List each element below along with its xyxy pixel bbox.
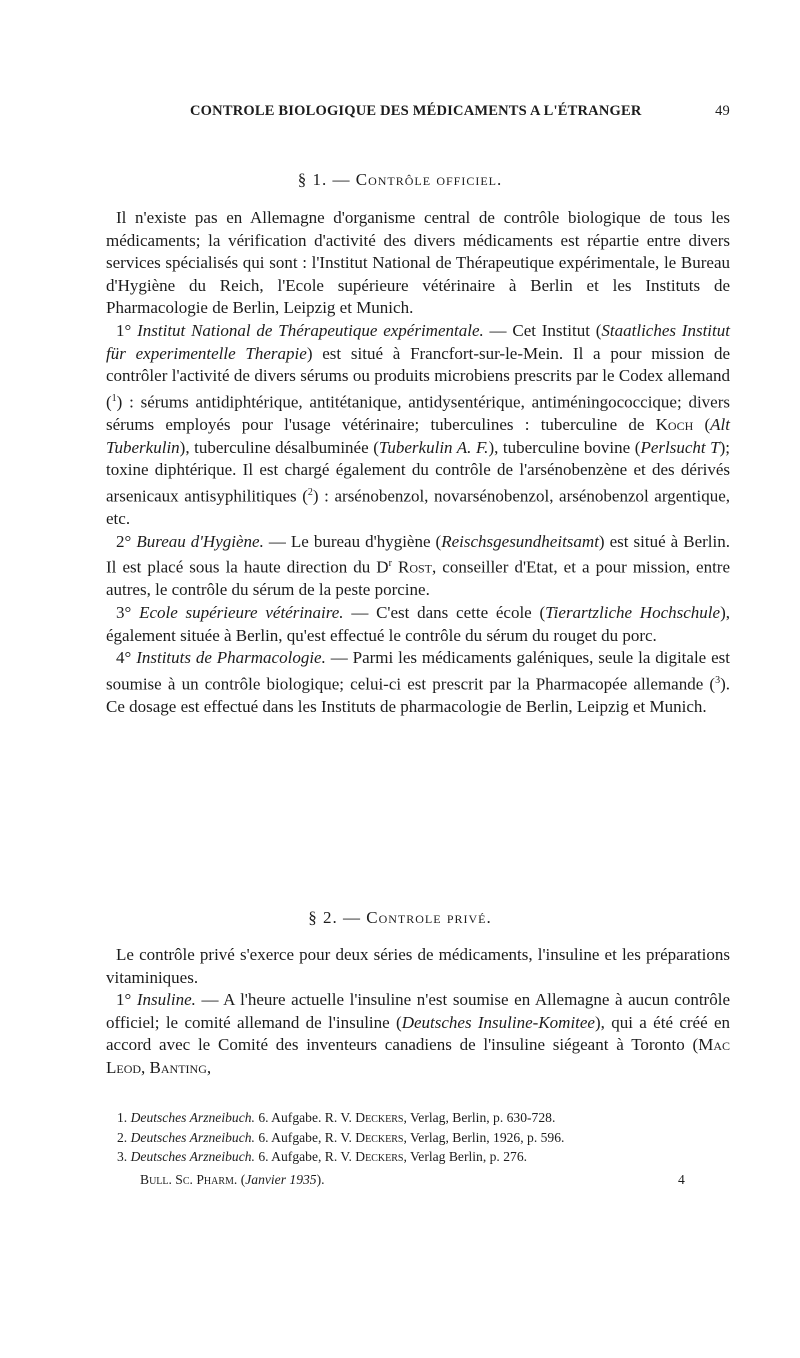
text-run: ), qui a été créé en accord avec le Comité des inventeurs canadiens de l'insuline siégeant à Toronto (: [106, 1012, 731, 1055]
section-2-title: Controle privé.: [366, 908, 492, 927]
journal-issue: Janvier 1935: [245, 1172, 317, 1187]
text-run: ), également située à Berlin, qu'est effectué le contrôle du sérum du rouget du porc.: [106, 603, 730, 645]
footnote-ref-1: 1: [111, 392, 117, 404]
publisher-name: Deckers: [355, 1129, 404, 1145]
item-number: 3°: [116, 603, 140, 623]
item-heading: Ecole supérieure vétérinaire.: [139, 603, 344, 623]
item-number: 1°: [116, 990, 137, 1010]
person-names: Mac Leod, Banting,: [106, 1035, 730, 1077]
item-heading: Institut National de Thérapeutique expérimentale.: [137, 320, 484, 340]
footnote-title: Deutsches Arzneibuch.: [130, 1149, 255, 1164]
text-run: ). Ce dosage est effectué dans les Instituts de pharmacologie de Berlin, Leipzig et Munich.: [106, 674, 730, 717]
text-run: — Parmi les médicaments galéniques, seule la digitale est soumise à un contrôle biologique; celui-ci est prescrit par la Pharmacopée allemande (: [106, 648, 730, 694]
author-name: Koch: [655, 415, 694, 434]
footnote-number: 2.: [117, 1129, 131, 1145]
footnote-2: [117, 1128, 737, 1148]
text-run: — Cet Institut (: [483, 320, 602, 340]
publisher-name: Deckers: [355, 1149, 404, 1164]
german-name: Perlsucht T: [640, 437, 720, 457]
text-run: ), tuberculine désalbuminée (: [179, 437, 379, 457]
item-heading: Instituts de Pharmacologie.: [136, 648, 326, 668]
text-run: , Verlag, Berlin, 1926, p. 596.: [403, 1129, 565, 1145]
footnote-ref-3: 3: [715, 674, 721, 686]
text-run: — Le bureau d'hygiène (: [263, 531, 442, 551]
text-run: — A l'heure actuelle l'insuline n'est soumise en Allemagne à aucun contrôle officiel; le comité allemand de l'insuline (: [106, 990, 730, 1032]
paragraph-intro: Il n'existe pas en Allemagne d'organisme central de contrôle biologique de tous les médicaments; la vérification d'activité des divers médicaments est répartie entre divers services spécialisés qui sont : l'Institut National de Thérapeutique expérimentale, le Bureau d'Hygiène du Reich, l'Ecole supérieure vétérinaire à Berlin et les Instituts de Pharmacologie de Berlin, Leipzig et Munich.: [106, 208, 730, 318]
text-run: , Verlag, Berlin, p. 630-728.: [403, 1110, 556, 1125]
running-title: CONTROLE BIOLOGIQUE DES MÉDICAMENTS A L'ÉTRANGER: [190, 103, 642, 119]
paragraph-bureau-hygiene: [106, 531, 730, 602]
paragraph-institut-therapeutique: [106, 320, 730, 531]
german-name: Tierartzliche Hochschule: [545, 603, 721, 623]
text-run: , Verlag Berlin, p. 276.: [403, 1149, 528, 1164]
text-run: ), tuberculine bovine (: [488, 437, 641, 457]
text-run: ) : arsénobenzol, novarsénobenzol, arsénobenzol argentique, etc.: [106, 486, 730, 529]
section-2-heading: [0, 908, 800, 928]
text-run: (: [693, 415, 711, 434]
text-run: ) est situé à Berlin. Il est placé sous la haute direction du D: [106, 531, 730, 577]
text-run: 6. Aufgabe, R. V.: [254, 1149, 356, 1164]
footnote-number: 3.: [117, 1149, 131, 1164]
text-run: — C'est dans cette école (: [343, 603, 546, 623]
section-1-mark: § 1. —: [297, 170, 356, 189]
item-number: 4°: [116, 648, 137, 668]
text-run: ) : sérums antidiphtérique, antitétanique, antidysentérique, antiméningococcique; divers sérums employés pour l'usage vétérinaire; tuberculines : tuberculine de: [106, 392, 730, 434]
signature-mark: 4: [678, 1172, 685, 1187]
german-name: Tuberkulin A. F.: [378, 437, 489, 457]
text-run: 6. Aufgabe. R. V.: [254, 1110, 356, 1125]
paragraph-insuline: [106, 989, 730, 1079]
text-run: (: [237, 1172, 246, 1187]
section-1-title: Contrôle officiel.: [355, 170, 503, 189]
item-number: 1°: [116, 320, 138, 340]
german-name: Staatliches Institut für experimentelle Therapie: [106, 320, 730, 363]
text-run: ); toxine diphtérique. Il est chargé également du contrôle de l'arsénobenzène et des dérivés arsenicaux antisyphilitiques (: [106, 437, 730, 506]
text-run: ).: [316, 1172, 325, 1187]
footnote-ref-2: 2: [307, 486, 313, 498]
item-number: 2°: [116, 531, 137, 551]
footnote-title: Deutsches Arzneibuch.: [130, 1129, 255, 1145]
german-name: Reischsgesundheitsamt: [441, 531, 599, 551]
item-heading: Bureau d'Hygiène.: [136, 531, 264, 551]
footnote-1: [117, 1108, 737, 1128]
footnotes: [117, 1108, 737, 1167]
paragraph-instituts-pharmacologie: [106, 647, 730, 718]
person-name: Rost: [397, 557, 432, 577]
item-heading: Insuline.: [136, 990, 196, 1010]
superscript: r: [388, 558, 392, 570]
section-2-mark: § 2. —: [308, 908, 367, 927]
journal-footer: [140, 1172, 325, 1188]
paragraph-ecole-veterinaire: [106, 602, 730, 647]
page-number: 49: [715, 103, 730, 119]
publisher-name: Deckers: [355, 1110, 404, 1125]
paragraph-controle-prive: Le contrôle privé s'exerce pour deux séries de médicaments, l'insuline et les préparations vitaminiques.: [106, 945, 730, 987]
text-run: ) est situé à Francfort-sur-le-Mein. Il a pour mission de contrôler l'activité de divers sérums ou produits microbiens prescrits par le Codex allemand (: [106, 343, 731, 412]
journal-name: Bull. Sc. Pharm.: [140, 1172, 238, 1187]
text-run: , conseiller d'Etat, et a pour mission, entre autres, le contrôle du sérum de la peste porcine.: [106, 557, 731, 600]
section-1-heading: [0, 170, 800, 190]
footnote-number: 1.: [117, 1110, 131, 1125]
footnote-3: [117, 1147, 737, 1167]
footnote-title: Deutsches Arzneibuch.: [130, 1110, 255, 1125]
section-1-body: [106, 207, 730, 719]
section-2-body: [106, 944, 730, 1080]
text-run: 6. Aufgabe, R. V.: [254, 1129, 356, 1145]
german-name: Alt Tuberkulin: [106, 415, 730, 457]
german-name: Deutsches Insuline-Komitee: [401, 1012, 595, 1032]
